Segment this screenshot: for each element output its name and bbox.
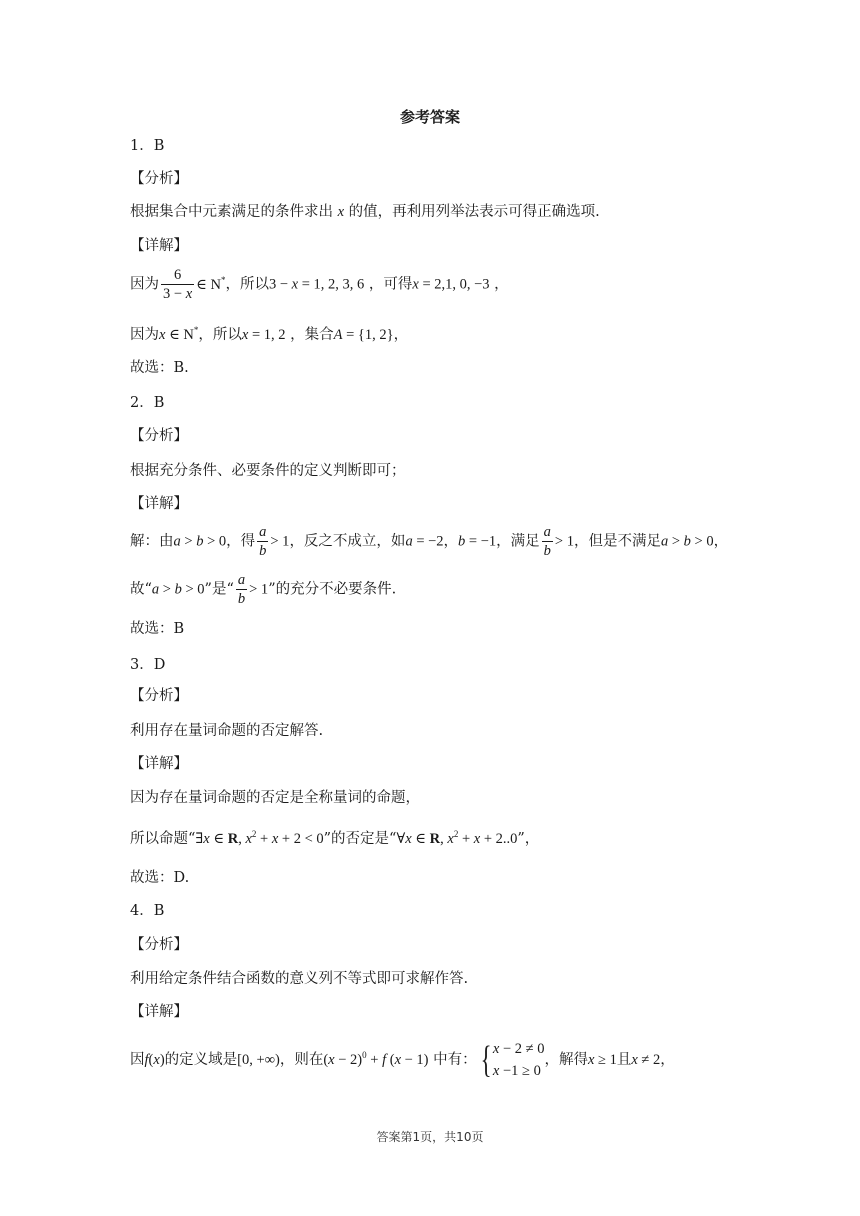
- q1-answer: 1．B: [130, 138, 165, 154]
- q3-detail-label: 【详解】: [130, 756, 188, 772]
- q2-detail-line1: 解：由a > b > 0，得 $\frac{a}{b}$ > 1，反之不成立，如a = −2，b = −1，满足 $\frac{a}{b}$ > 1，但是不满足a > b > 0，: [130, 524, 729, 559]
- q4-answer: 4．B: [130, 903, 165, 919]
- q3-answer: 3．D: [130, 657, 166, 673]
- q2-choice: 故选：B: [130, 621, 185, 637]
- q3-detail-line1: 因为存在量词命题的否定是全称量词的命题，: [130, 790, 420, 806]
- q1-analysis: 根据集合中元素满足的条件求出 x 的值，再利用列举法表示可得正确选项.: [130, 204, 600, 220]
- q2-detail-label: 【详解】: [130, 496, 188, 512]
- q2-answer: 2．B: [130, 395, 165, 411]
- q4-analysis: 利用给定条件结合函数的意义列不等式即可求解作答.: [130, 971, 469, 987]
- page-title: 参考答案: [399, 108, 460, 126]
- q2-analysis: 根据充分条件、必要条件的定义判断即可；: [130, 463, 406, 479]
- q4-detail-line1: 因f(x)的定义域是[0, +∞)，则在$(x - 2)^0 + f$ (x − 1) 中有：{ x − 2 ≠ 0 x −1 ≥ 0 ，解得x ≥ 1且x ≠ 2，: [130, 1039, 675, 1081]
- q1-choice: 故选：B.: [130, 360, 189, 376]
- q1-detail-line1: 因为 $\frac{6}{3 - x}$ ∈ N*，所以3 − x = 1, 2, 3, 6 ，可得x = 2,1, 0, −3 ，: [130, 267, 509, 302]
- page-footer: 答案第1页，共10页: [376, 1130, 484, 1144]
- q1-analysis-label: 【分析】: [130, 171, 188, 187]
- q1-detail-line2: 因为x ∈ N*，所以x = 1, 2 ，集合A = {1, 2}，: [130, 325, 409, 343]
- q2-analysis-label: 【分析】: [130, 428, 188, 444]
- q1-detail-label: 【详解】: [130, 238, 188, 254]
- q2-detail-line2: 故“a > b > 0”是“ $\frac{a}{b}$ > 1”的充分不必要条件.: [130, 572, 397, 607]
- q3-analysis: 利用存在量词命题的否定解答.: [130, 723, 324, 739]
- q4-analysis-label: 【分析】: [130, 937, 188, 953]
- q3-choice: 故选：D.: [130, 870, 190, 886]
- q4-detail-label: 【详解】: [130, 1004, 188, 1020]
- q3-analysis-label: 【分析】: [130, 688, 188, 704]
- q3-detail-line2: 所以命题“∃x ∈ R, $x^2 + x + 2 < 0$”的否定是“∀x ∈ R, $x^2 + x + 2..0$”，: [130, 829, 540, 847]
